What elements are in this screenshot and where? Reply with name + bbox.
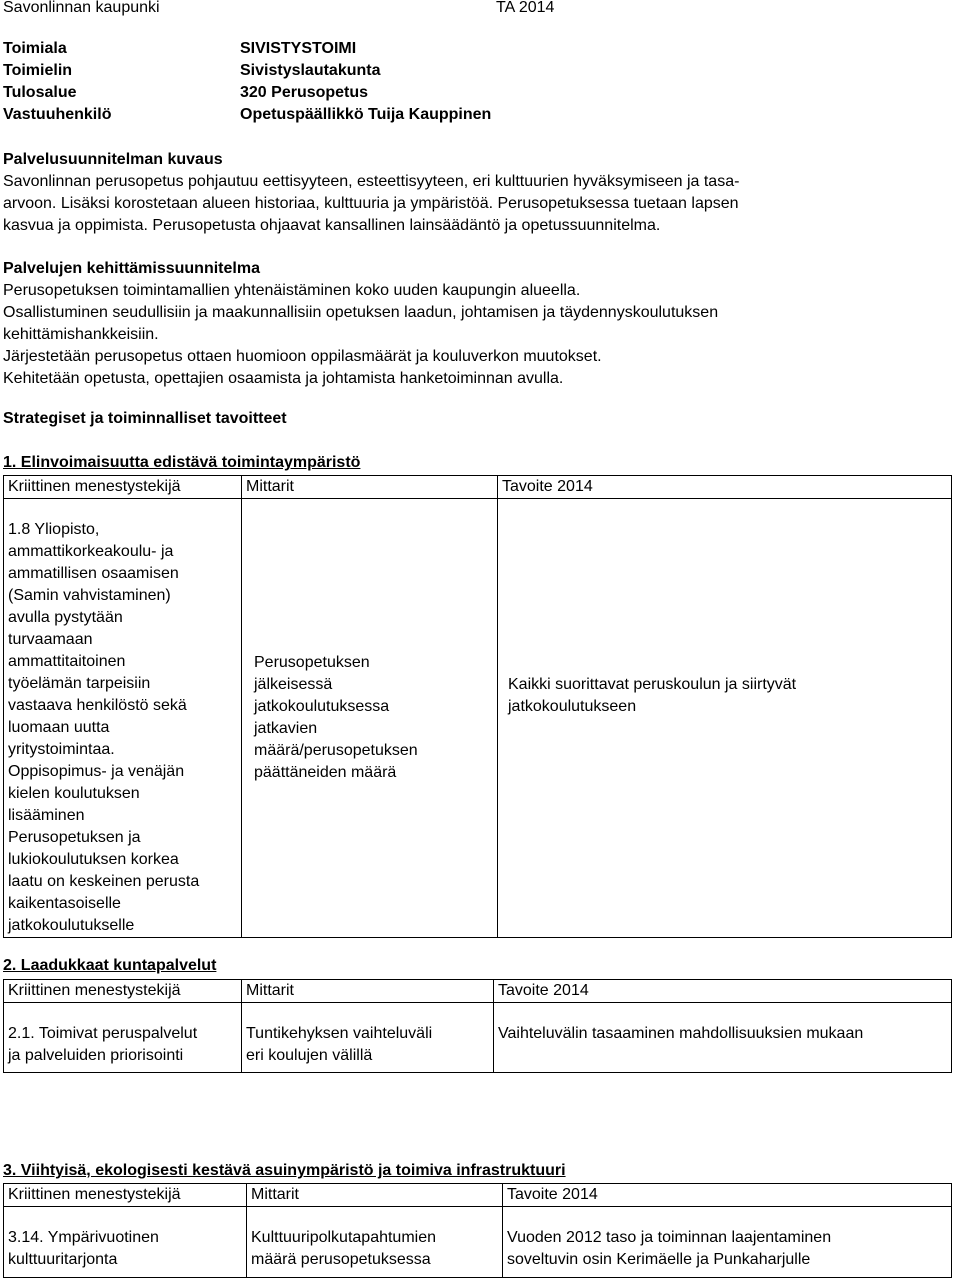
measures-line: jatkokoulutuksessa [254, 698, 390, 715]
service-plan-line: Savonlinnan perusopetus pohjautuu eettisyyteen, esteettisyyteen, eri kulttuurien hyväksymiseen ja tasa- [3, 173, 740, 190]
factor-line: työelämän tarpeisiin [8, 675, 151, 692]
table-header-row [4, 1184, 952, 1207]
target-line: jatkokoulutukseen [508, 698, 637, 715]
section-2-table [3, 979, 952, 1073]
header-factor: Kriittinen menestystekijä [8, 478, 181, 495]
factor-line: Oppisopimus- ja venäjän [8, 763, 185, 780]
measures-line: määrä perusopetuksessa [251, 1251, 431, 1268]
factor-line: lukiokoulutuksen korkea [8, 851, 179, 868]
factor-line: 2.1. Toimivat peruspalvelut [8, 1025, 198, 1042]
meta-label-toimiala: Toimiala [3, 40, 67, 57]
target-cell [498, 499, 952, 938]
header-measures: Mittarit [251, 1186, 299, 1203]
header-factor: Kriittinen menestystekijä [8, 982, 181, 999]
development-plan-heading: Palvelujen kehittämissuunnitelma [3, 260, 260, 277]
factor-line: avulla pystytään [8, 609, 123, 626]
target-line: Kaikki suorittavat peruskoulun ja siirtyvät [508, 676, 797, 693]
development-plan-line: Kehitetään opetusta, opettajien osaamista ja johtamista hanketoiminnan avulla. [3, 370, 564, 387]
meta-value-vastuuhenkilo: Opetuspäällikkö Tuija Kauppinen [240, 106, 492, 123]
target-text [507, 1227, 951, 1271]
factor-line: ammattitaitoinen [8, 653, 126, 670]
target-cell [503, 1207, 952, 1278]
factor-cell [4, 1003, 242, 1073]
target-cell [494, 1003, 952, 1073]
section-2-title: 2. Laadukkaat kuntapalvelut [3, 957, 217, 974]
table-row [4, 1003, 952, 1073]
target-line: Vuoden 2012 taso ja toiminnan laajentaminen [507, 1229, 832, 1246]
section-1-title: 1. Elinvoimaisuutta edistävä toimintaympäristö [3, 454, 361, 471]
measures-line: eri koulujen välillä [246, 1047, 373, 1064]
header-factor: Kriittinen menestystekijä [8, 1186, 181, 1203]
factor-cell [4, 499, 242, 938]
meta-value-toimielin: Sivistyslautakunta [240, 62, 381, 79]
table-header-row [4, 980, 952, 1003]
section-3-table [3, 1183, 952, 1278]
factor-line: vastaava henkilöstö sekä [8, 697, 187, 714]
measures-text [254, 652, 497, 784]
service-plan-heading: Palvelusuunnitelman kuvaus [3, 151, 223, 168]
factor-line: ammatillisen osaamisen [8, 565, 179, 582]
measures-cell [242, 1003, 494, 1073]
meta-label-vastuuhenkilo: Vastuuhenkilö [3, 106, 112, 123]
factor-line: kielen koulutuksen [8, 785, 140, 802]
meta-label-tulosalue: Tulosalue [3, 84, 77, 101]
table-row [4, 1207, 952, 1278]
factor-line: luomaan uutta [8, 719, 110, 736]
measures-line: Perusopetuksen [254, 654, 370, 671]
development-plan-line: Perusopetuksen toimintamallien yhtenäistäminen koko uuden kaupungin alueella. [3, 282, 581, 299]
service-plan-line: kasvua ja oppimista. Perusopetusta ohjaavat kansallinen lainsäädäntö ja opetussuunnitelma. [3, 217, 661, 234]
development-plan-line: kehittämishankkeisiin. [3, 326, 159, 343]
factor-line: turvaamaan [8, 631, 93, 648]
factor-line: (Samin vahvistaminen) [8, 587, 171, 604]
document-code: TA 2014 [496, 0, 555, 16]
table-header-row [4, 476, 952, 499]
factor-line: ammattikorkeakoulu- ja [8, 543, 174, 560]
table-row [4, 499, 952, 938]
measures-line: päättäneiden määrä [254, 764, 397, 781]
factor-text [8, 1227, 246, 1271]
service-plan-line: arvoon. Lisäksi korostetaan alueen historiaa, kulttuuria ja ympäristöä. Perusopetuksessa tuetaan lapsen [3, 195, 739, 212]
meta-label-toimielin: Toimielin [3, 62, 73, 79]
factor-line: Perusopetuksen ja [8, 829, 141, 846]
development-plan-line: Osallistuminen seudullisiin ja maakunnallisiin opetuksen laadun, johtamisen ja täydennyskoulutuksen [3, 304, 719, 321]
measures-text [251, 1227, 502, 1271]
measures-line: määrä/perusopetuksen [254, 742, 418, 759]
development-plan-section [3, 258, 943, 390]
target-line: soveltuvin osin Kerimäelle ja Punkaharjulle [507, 1251, 811, 1268]
factor-text [8, 519, 241, 937]
header-measures: Mittarit [246, 478, 294, 495]
measures-line: jatkavien [254, 720, 318, 737]
organization-name: Savonlinnan kaupunki [3, 0, 160, 16]
factor-line: yritystoimintaa. [8, 741, 115, 758]
factor-text [8, 1023, 241, 1067]
factor-line: lisääminen [8, 807, 85, 824]
factor-line: jatkokoulutukselle [8, 917, 135, 934]
service-plan-section [3, 149, 943, 237]
measures-line: jälkeisessä [254, 676, 333, 693]
target-text [508, 674, 951, 718]
strategic-heading: Strategiset ja toiminnalliset tavoitteet [3, 410, 287, 427]
factor-cell [4, 1207, 247, 1278]
header-target: Tavoite 2014 [502, 478, 593, 495]
factor-line: laatu on keskeinen perusta [8, 873, 200, 890]
factor-line: 1.8 Yliopisto, [8, 521, 100, 538]
section-3-title: 3. Viihtyisä, ekologisesti kestävä asuinympäristö ja toimiva infrastruktuuri [3, 1162, 566, 1179]
factor-line: kaikentasoiselle [8, 895, 121, 912]
section-1-table [3, 475, 952, 938]
target-text [498, 1023, 951, 1045]
header-target: Tavoite 2014 [498, 982, 589, 999]
measures-cell [247, 1207, 503, 1278]
measures-text [246, 1023, 493, 1067]
factor-line: 3.14. Ympärivuotinen [8, 1229, 159, 1246]
target-line: Vaihteluvälin tasaaminen mahdollisuuksien mukaan [498, 1025, 864, 1042]
factor-line: kulttuuritarjonta [8, 1251, 118, 1268]
measures-line: Tuntikehyksen vaihteluväli [246, 1025, 433, 1042]
measures-cell [242, 499, 498, 938]
measures-line: Kulttuuripolkutapahtumien [251, 1229, 437, 1246]
development-plan-line: Järjestetään perusopetus ottaen huomioon oppilasmäärät ja kouluverkon muutokset. [3, 348, 602, 365]
header-target: Tavoite 2014 [507, 1186, 598, 1203]
header-measures: Mittarit [246, 982, 294, 999]
meta-value-toimiala: SIVISTYSTOIMI [240, 40, 357, 57]
meta-value-tulosalue: 320 Perusopetus [240, 84, 369, 101]
factor-line: ja palveluiden priorisointi [8, 1047, 184, 1064]
